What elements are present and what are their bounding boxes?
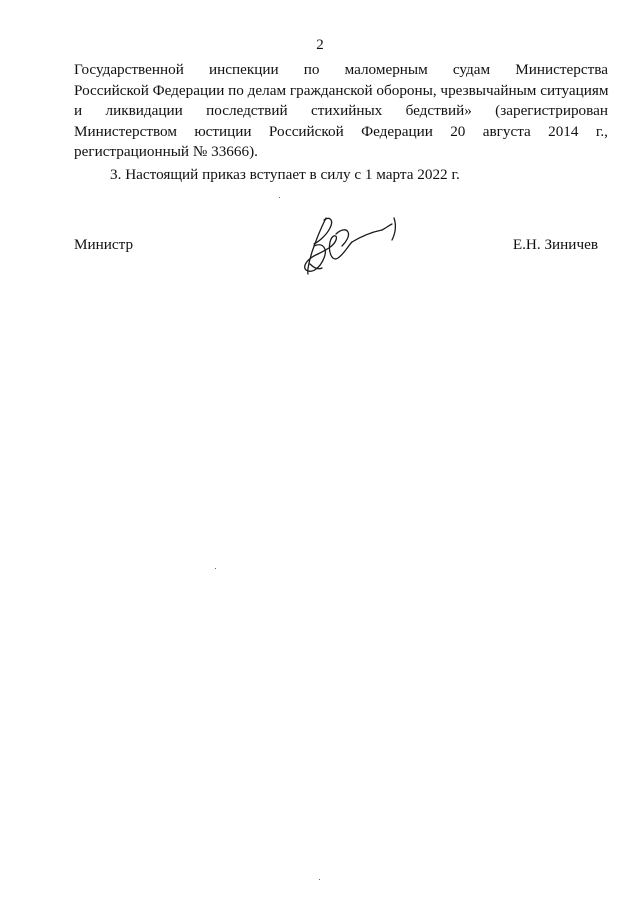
- text-line-1: [74, 60, 608, 81]
- word: Министерства: [515, 61, 608, 78]
- text-line-4: [74, 122, 608, 143]
- signatory-name: Е.Н. Зиничев: [512, 236, 598, 253]
- text-line-3: [74, 101, 608, 122]
- scan-speck: [319, 879, 320, 880]
- word: ликвидации: [105, 102, 183, 120]
- scan-speck: [215, 568, 216, 569]
- word: юстиции: [194, 122, 252, 140]
- word: маломерным: [344, 61, 428, 78]
- word: и: [74, 102, 83, 120]
- signatory-title: Министр: [74, 236, 134, 253]
- document-body: [74, 60, 608, 186]
- word: г.,: [595, 122, 608, 140]
- word: (зарегистрирован: [495, 102, 608, 120]
- text-line-5: [74, 142, 608, 163]
- word: судам: [452, 61, 491, 78]
- text-line-2: [74, 81, 608, 102]
- page-number: 2: [316, 37, 324, 53]
- word: 20: [450, 122, 466, 140]
- word: инспекции: [208, 61, 279, 78]
- word: Российской: [268, 122, 344, 140]
- word: по: [303, 61, 320, 78]
- word: бедствий»: [405, 102, 472, 120]
- word: 2014: [548, 122, 579, 140]
- word: стихийных: [310, 102, 383, 120]
- line-text: Российской Федерации по делам гражданской обороны, чрезвычайным ситуациям: [74, 81, 609, 99]
- signature-block: [74, 232, 598, 272]
- word: Министерством: [74, 122, 177, 140]
- word: Государственной: [74, 61, 184, 78]
- word: Федерации: [361, 122, 433, 140]
- scan-speck: [279, 197, 280, 198]
- word: августа: [482, 122, 531, 140]
- word: последствий: [206, 102, 288, 120]
- handwritten-signature: [296, 212, 406, 280]
- clause-3: 3. Настоящий приказ вступает в силу с 1 марта 2022 г.: [110, 165, 460, 183]
- line-text: регистрационный № 33666).: [74, 143, 258, 161]
